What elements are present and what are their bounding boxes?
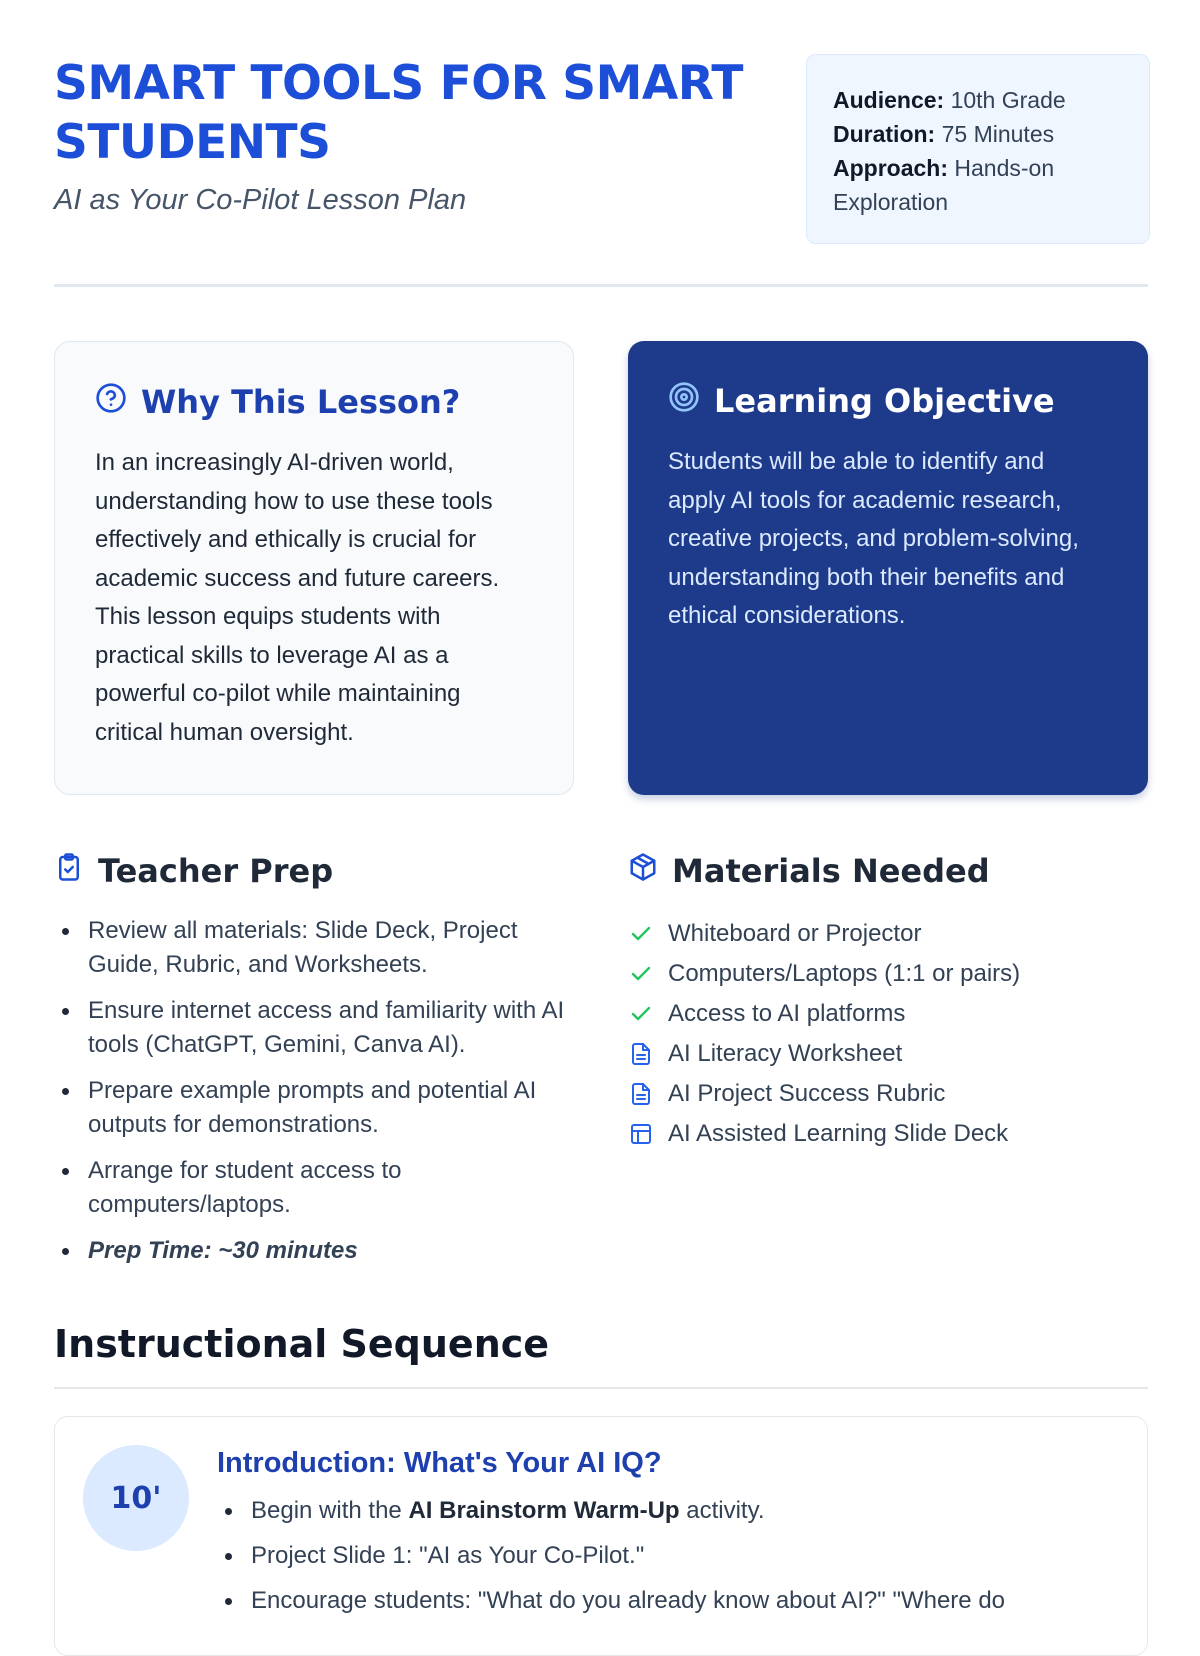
list-item: AI Assisted Learning Slide Deck — [628, 1114, 1148, 1154]
instructional-sequence-heading: Instructional Sequence — [54, 1322, 550, 1366]
list-item: Encourage students: "What do you already know about AI?" "Where do — [217, 1584, 1117, 1618]
materials-section — [628, 850, 1148, 1154]
materials-list — [628, 914, 1148, 1154]
why-lesson-card — [54, 341, 574, 795]
check-icon — [628, 1001, 654, 1027]
sequence-divider — [54, 1387, 1148, 1389]
lesson-meta-box — [806, 54, 1150, 244]
step-title: Introduction: What's Your AI IQ? — [217, 1447, 662, 1479]
layout-icon — [628, 1121, 654, 1147]
materials-heading: Materials Needed — [628, 850, 1148, 892]
why-lesson-text: In an increasingly AI-driven world, understanding how to use these tools effectively and ethically is crucial for academic success and future careers. This lesson equips students with practical skills to leverage AI as a powerful co-pilot while maintaining critical human oversight. — [95, 449, 500, 746]
document-icon — [628, 1081, 654, 1107]
learning-objective-card — [628, 341, 1148, 795]
cube-icon — [628, 852, 658, 890]
teacher-prep-section — [54, 850, 574, 1280]
step-body — [217, 1447, 1117, 1629]
page-title: SMART TOOLS FOR SMART STUDENTS — [54, 56, 743, 170]
meta-audience: Audience: 10th Grade — [833, 87, 1066, 113]
teacher-prep-list — [54, 914, 574, 1268]
teacher-prep-heading: Teacher Prep — [54, 850, 574, 892]
list-item: Begin with the AI Brainstorm Warm-Up activity. — [217, 1494, 1117, 1528]
list-item: Prepare example prompts and potential AI outputs for demonstrations. — [54, 1074, 574, 1142]
clipboard-check-icon — [54, 852, 84, 890]
list-item: AI Project Success Rubric — [628, 1074, 1148, 1114]
learning-objective-text: Students will be able to identify and apply AI tools for academic research, creative projects, and problem-solving, understanding both their benefits and ethical considerations. — [668, 448, 1079, 629]
header-divider — [54, 284, 1148, 287]
target-icon — [668, 381, 700, 421]
list-item: Ensure internet access and familiarity with AI tools (ChatGPT, Gemini, Canva AI). — [54, 994, 574, 1062]
check-icon — [628, 961, 654, 987]
list-item: AI Literacy Worksheet — [628, 1034, 1148, 1074]
sequence-step-card — [54, 1416, 1148, 1656]
document-icon — [628, 1041, 654, 1067]
learning-objective-heading: Learning Objective — [668, 381, 1108, 421]
question-circle-icon — [95, 382, 127, 422]
why-lesson-heading: Why This Lesson? — [95, 382, 533, 422]
list-item: Computers/Laptops (1:1 or pairs) — [628, 954, 1148, 994]
page-subtitle: AI as Your Co-Pilot Lesson Plan — [54, 184, 467, 216]
check-icon — [628, 921, 654, 947]
prep-time-item: Prep Time: ~30 minutes — [54, 1234, 574, 1268]
step-duration-badge: 10' — [83, 1445, 189, 1551]
list-item: Review all materials: Slide Deck, Project Guide, Rubric, and Worksheets. — [54, 914, 574, 982]
meta-duration: Duration: 75 Minutes — [833, 121, 1055, 147]
step-list — [217, 1494, 1117, 1618]
list-item: Access to AI platforms — [628, 994, 1148, 1034]
list-item: Arrange for student access to computers/laptops. — [54, 1154, 574, 1222]
lesson-header — [54, 54, 1148, 292]
meta-approach: Approach: Hands-on Exploration — [833, 155, 1055, 215]
list-item: Whiteboard or Projector — [628, 914, 1148, 954]
list-item: Project Slide 1: "AI as Your Co-Pilot." — [217, 1539, 1117, 1573]
